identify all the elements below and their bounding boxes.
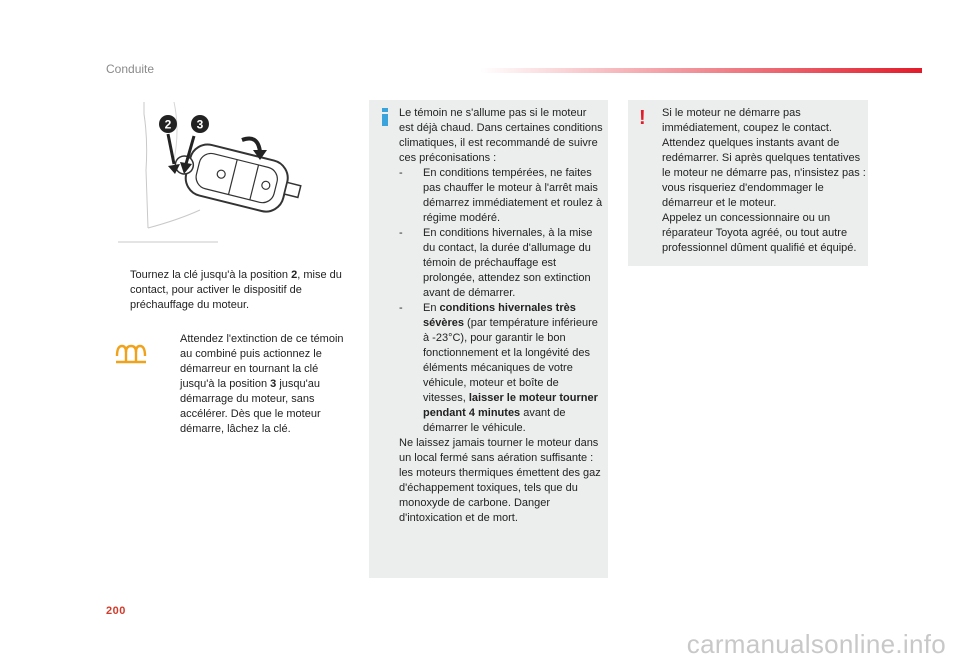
warning-text-2: Appelez un concessionnaire ou un réparateur Toyota agréé, ou tout autre professionnel dûment qualifié et équipé. [662,212,857,254]
info-icon [379,108,391,126]
step-2-text: Attendez l'extinction de ce témoin au combiné puis actionnez le démarreur en tournant la clé jusqu'à la position 3 jusqu'au démarrage du moteur, sans accélérer. Dès que le moteur démarre, lâchez la clé. [180,333,344,435]
info-item-temperate: - En conditions tempérées, ne faites pas chauffer le moteur à l'arrêt mais démarrez immédiatement et roulez à régime modéré. [399,167,603,224]
info-box [369,100,608,578]
info-intro: Le témoin ne s'allume pas si le moteur est déjà chaud. Dans certaines conditions climatiques, il est recommandé de suivre ces préconisations : [399,107,603,164]
step-1-text: Tournez la clé jusqu'à la position 2, mise du contact, pour activer le dispositif de préchauffage du moteur. [130,269,342,311]
info-item-winter: - En conditions hivernales, à la mise du contact, la durée d'allumage du témoin de préchauffage est prolongée, attendez son extinction avant de démarrer. [399,227,593,299]
watermark: carmanualsonline.info [686,629,946,659]
info-content [399,106,603,526]
step-1 [112,268,348,313]
warning-content [662,106,866,256]
position-2-label: 2 [164,117,172,132]
step-2 [162,332,350,437]
warning-icon: ! [639,107,646,129]
warning-text-1: Si le moteur ne démarre pas immédiatement, coupez le contact. Attendez quelques instants avant de redémarrer. Si après quelques tentatives le moteur ne démarre pas, n'insistez pas : vous risqueriez d'endommager le démarreur et le moteur. [662,107,866,209]
warning-box [628,100,868,266]
page-number: 200 [106,605,126,617]
info-outro: Ne laissez jamais tourner le moteur dans un local fermé sans aération suffisante : les moteurs thermiques émettent des gaz d'échappement toxiques, tels que du monoxyde de carbone. Danger d'intoxication et de mort. [399,437,601,524]
header-title: Conduite [106,62,155,76]
info-item-severe-winter: - En conditions hivernales très sévères (par température inférieure à -23°C), pour garantir le bon fonctionnement et la longévité des éléments mécaniques de votre véhicule, moteur et boîte de vitesses, laisser le moteur tourner pendant 4 minutes avant de démarrer le véhicule. [399,302,598,434]
key-illustration [108,100,328,265]
header-accent-bar [480,68,922,73]
preheat-indicator-icon [114,342,148,364]
ignition-key-drawing [108,100,328,265]
position-3-label: 3 [196,117,204,132]
